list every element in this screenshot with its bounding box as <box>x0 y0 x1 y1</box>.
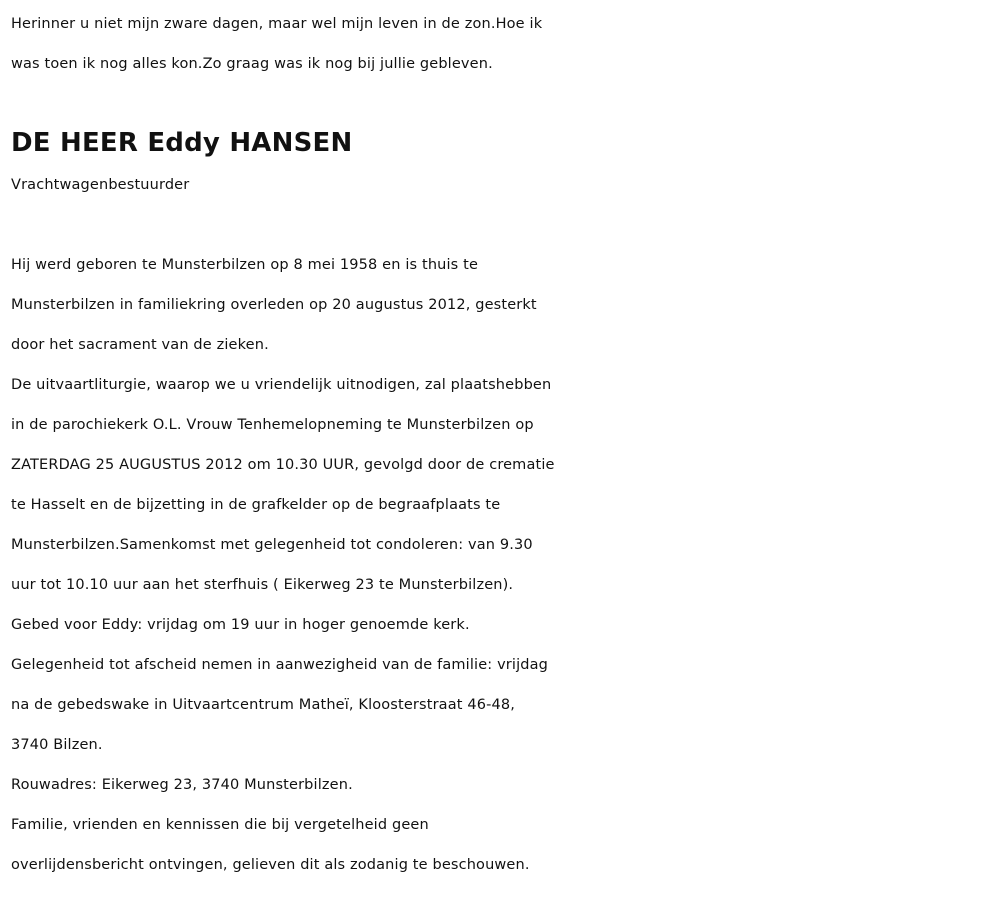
body-line: Hij werd geboren te Munsterbilzen op 8 mei 1958 en is thuis te <box>11 257 479 273</box>
body-line: door het sacrament van de zieken. <box>11 337 269 353</box>
body-line: Rouwadres: Eikerweg 23, 3740 Munsterbilzen. <box>11 777 353 793</box>
body-line: Gelegenheid tot afscheid nemen in aanwezigheid van de familie: vrijdag <box>11 657 549 673</box>
body-line: ZATERDAG 25 AUGUSTUS 2012 om 10.30 UUR, gevolgd door de crematie <box>11 457 555 473</box>
quote-line: was toen ik nog alles kon.Zo graag was ik nog bij jullie gebleven. <box>11 56 493 72</box>
body-line: De uitvaartliturgie, waarop we u vriendelijk uitnodigen, zal plaatshebben <box>11 377 552 393</box>
body-line: 3740 Bilzen. <box>11 737 103 753</box>
body-line: na de gebedswake in Uitvaartcentrum Matheï, Kloosterstraat 46-48, <box>11 697 515 713</box>
obituary-body <box>11 245 991 885</box>
body-line: Familie, vrienden en kennissen die bij vergetelheid geen <box>11 817 429 833</box>
deceased-name: DE HEER Eddy HANSEN <box>11 128 353 158</box>
body-line: Munsterbilzen in familiekring overleden op 20 augustus 2012, gesterkt <box>11 297 537 313</box>
body-line: Gebed voor Eddy: vrijdag om 19 uur in hoger genoemde kerk. <box>11 617 470 633</box>
obituary-notice <box>11 4 991 885</box>
body-line: in de parochiekerk O.L. Vrouw Tenhemelopneming te Munsterbilzen op <box>11 417 534 433</box>
memorial-quote <box>11 4 991 84</box>
body-line: te Hasselt en de bijzetting in de grafkelder op de begraafplaats te <box>11 497 501 513</box>
quote-line: Herinner u niet mijn zware dagen, maar wel mijn leven in de zon.Hoe ik <box>11 16 543 32</box>
body-line: overlijdensbericht ontvingen, gelieven dit als zodanig te beschouwen. <box>11 857 530 873</box>
body-line: Munsterbilzen.Samenkomst met gelegenheid tot condoleren: van 9.30 <box>11 537 533 553</box>
body-line: uur tot 10.10 uur aan het sterfhuis ( Eikerweg 23 te Munsterbilzen). <box>11 577 514 593</box>
deceased-occupation: Vrachtwagenbestuurder <box>11 177 190 193</box>
